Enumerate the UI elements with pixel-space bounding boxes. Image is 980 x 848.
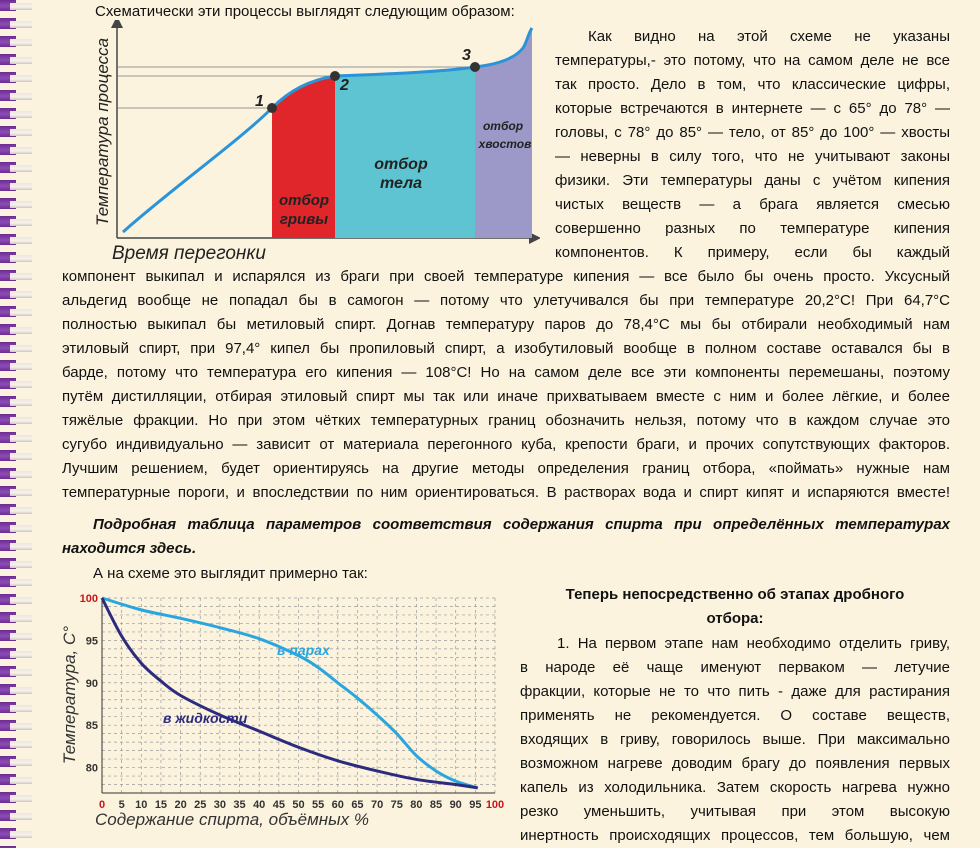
right-text-line: — неверны в силу того, что не учитывают законы xyxy=(555,148,950,165)
x-tick-label: 80 xyxy=(410,799,423,811)
heads-label-line2: гривы xyxy=(279,211,329,228)
stage-line: 1. На первом этапе нам необходимо отделить гриву, xyxy=(557,635,950,652)
x-tick-label: 70 xyxy=(370,799,384,811)
x-tick-label: 30 xyxy=(213,799,227,811)
chart2-intro: А на схеме это выглядит примерно так: xyxy=(93,565,368,582)
y-tick-label: 80 xyxy=(85,762,98,775)
binding-rings xyxy=(10,0,32,848)
chart2-y-label: Температура, С° xyxy=(60,625,79,765)
stage-line: фракции, которые не то что пить - даже для растирания xyxy=(520,683,950,700)
paragraph-line: полностью выкипал бы метиловый спирт. Догнав температуру паров до 78,4°С мы бы отбирали необходимый нам xyxy=(62,316,950,333)
point-3-label: 3 xyxy=(462,47,471,64)
x-tick-label: 35 xyxy=(233,799,246,811)
right-text-line: которые встречаются в интернете — с 65° до 78° — xyxy=(555,100,950,117)
x-tick-label: 5 xyxy=(118,799,125,811)
point-3-marker xyxy=(470,62,480,72)
paragraph-line: путём дистилляции, отбирая этиловый спирт мы так или иначе прихватываем вместе с ним и более лёгкие, и более xyxy=(62,388,950,405)
table-link-note-end[interactable]: находится здесь. xyxy=(62,540,197,557)
stage-line: применять не рекомендуется. О составе веществ, xyxy=(520,707,950,724)
point-1-label: 1 xyxy=(255,93,264,110)
body-label-line2: тела xyxy=(380,175,422,192)
stage-line: в народе её чаще именуют перваком — летучие xyxy=(520,659,950,676)
table-link-note[interactable]: Подробная таблица параметров соответствия содержания спирта при определённых температурах xyxy=(93,516,950,533)
process-schema-chart xyxy=(90,20,540,268)
x-tick-label: 0 xyxy=(98,799,106,811)
paragraph-line: этиловый спирт, при 97,4° кипел бы пропиловый спирт, а изобутиловый вообще в полном составе оставался бы в xyxy=(62,340,950,357)
right-text-line: физики. Эти температуры даны с учётом кипения xyxy=(555,172,950,189)
x-tick-label: 55 xyxy=(312,799,325,811)
right-text-line: компонентов. К примеру, если бы каждый xyxy=(555,244,950,261)
x-tick-label: 100 xyxy=(485,799,505,811)
x-tick-label: 10 xyxy=(135,799,148,811)
y-tick-label: 100 xyxy=(79,593,98,605)
stage-line: входящих в гриву, говорилось выше. При максимально xyxy=(520,731,950,748)
stage-line: возможном нагреве доводим брагу до появления первых xyxy=(520,755,950,772)
x-tick-label: 45 xyxy=(272,799,285,811)
paragraph-line: температурные пороги, и впоследствии по ним ориентироваться. В растворах вода и спирт кипят и испаряются вместе! xyxy=(62,484,950,501)
body-region xyxy=(335,67,475,238)
x-tick-label: 25 xyxy=(194,799,207,811)
series-liquid-label: в жидкости xyxy=(163,710,248,726)
y-tick-label: 95 xyxy=(85,635,98,648)
right-text-line: чистых веществ — а брага является смесью xyxy=(555,196,950,213)
x-tick-label: 90 xyxy=(449,799,462,811)
chart2-x-label: Содержание спирта, объёмных % xyxy=(95,810,369,829)
point-2-marker xyxy=(330,71,340,81)
paragraph-line: тяжёлые фракции. Но при этом чётких температурных границ обозначить нельзя, потому что в каждом случае это xyxy=(62,412,950,429)
boiling-curve-chart xyxy=(55,585,510,848)
right-column-text xyxy=(555,25,950,265)
paragraph-line: барде, потому что температура его кипения — 108°С! Но на самом деле все эти компоненты перемешаны, поэтому xyxy=(62,364,950,381)
point-1-marker xyxy=(267,103,277,113)
x-tick-label: 20 xyxy=(174,799,187,811)
paragraph-line: альдегид вообще не попадал бы в самогон — потому что улетучивался бы при температуре 20,2°С! При 64,7°С xyxy=(62,292,950,309)
stage-1-text xyxy=(520,632,950,848)
x-tick-label: 40 xyxy=(253,799,266,811)
x-tick-label: 95 xyxy=(469,799,482,811)
right-text-line: головы, с 78° до 85° — тело, от 85° до 100° — хвосты xyxy=(555,124,950,141)
x-tick-label: 15 xyxy=(154,799,168,811)
y-tick-label: 90 xyxy=(85,677,98,690)
paragraph-line: Лучшим решением, будет ориентируясь на другие методы определения границ отбора, «поймать» нужные нам xyxy=(62,460,950,477)
tails-label-line2: хвостов xyxy=(478,137,532,151)
right-text-line: так просто. Дело в том, что классические цифры, xyxy=(555,76,950,93)
schema-x-label: Время перегонки xyxy=(112,243,266,264)
right-text-line: совершенно разных по температуре кипения xyxy=(555,220,950,237)
series-vapor-label: в парах xyxy=(277,642,330,658)
stages-heading-line2: отбора: xyxy=(706,610,764,627)
paragraph-line: компонент выкипал и испарялся из браги при своей температуре кипения — все было бы очень просто. Уксусный xyxy=(62,268,950,285)
x-tick-label: 75 xyxy=(390,799,403,811)
stage-line: инертность происходящих процессов, тем большую, чем xyxy=(520,827,950,844)
body-label-line1: отбор xyxy=(374,156,428,173)
right-text-line: температуры,- это потому, что на самом деле не все xyxy=(555,52,950,69)
y-tick-label: 85 xyxy=(85,720,98,733)
tails-label-line1: отбор xyxy=(482,119,524,133)
x-tick-label: 60 xyxy=(331,799,344,811)
heads-label-line1: отбор xyxy=(278,192,330,209)
x-tick-label: 50 xyxy=(292,799,305,811)
x-tick-label: 65 xyxy=(351,799,364,811)
intro-heading: Схематически эти процессы выглядят следующим образом: xyxy=(95,3,515,20)
stage-line: резко уменьшить, учитывая при этом высокую xyxy=(520,803,950,820)
point-2-label: 2 xyxy=(340,77,349,94)
stage-line: капель из холодильника. Затем скорость нагрева нужно xyxy=(520,779,950,796)
main-paragraph xyxy=(62,265,950,505)
right-text-line: Как видно на этой схеме не указаны xyxy=(588,28,950,45)
x-tick-label: 85 xyxy=(429,799,443,811)
paragraph-line: сугубо индивидуально — зависит от материала перегонного куба, крепости браги, и прочих сопутствующих факторов. xyxy=(62,436,950,453)
stages-heading-line1: Теперь непосредственно об этапах дробного xyxy=(565,586,905,603)
schema-y-label: Температура процесса xyxy=(93,37,112,227)
